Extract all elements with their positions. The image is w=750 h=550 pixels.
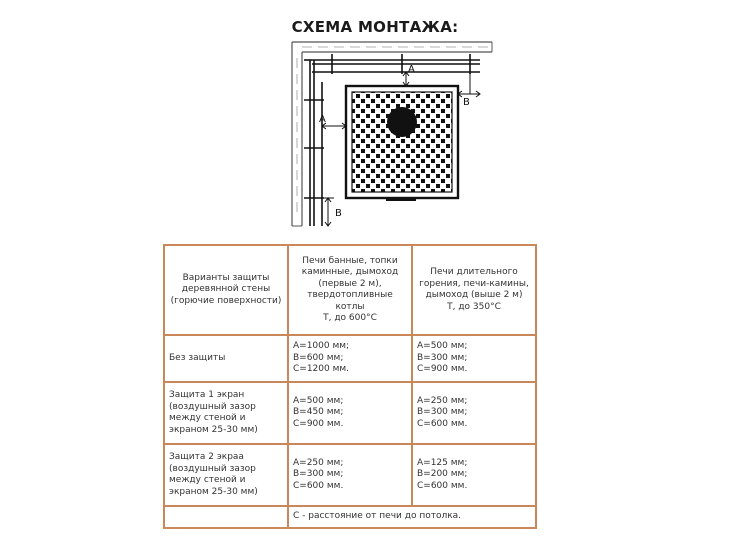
clearance-table: [163, 244, 537, 529]
header-long-burning: Печи длительного горения, печи-камины, дымоход (выше 2 м) T, до 350°C: [412, 245, 536, 335]
row-values-col1: A=1000 мм; B=600 мм; C=1200 мм.: [288, 335, 412, 382]
dimension-b-right: [458, 72, 480, 97]
label-a-side: A: [319, 114, 326, 125]
label-b-bottom: B: [335, 208, 342, 219]
note-empty-cell: [164, 506, 288, 528]
label-a-top: A: [408, 64, 415, 75]
row-label: Без защиты: [164, 335, 288, 382]
wall-shield: [304, 60, 324, 226]
label-b-right: B: [463, 97, 470, 108]
ceiling-distance-note: С - расстояние от печи до потолка.: [288, 506, 536, 528]
installation-diagram: [270, 38, 500, 237]
diagram-drawing: [270, 38, 500, 233]
ceiling-wall: [292, 42, 492, 52]
table-row: [164, 382, 536, 444]
table-header-row: [164, 245, 536, 335]
table-row: [164, 335, 536, 382]
row-values-col1: A=250 мм; B=300 мм; C=600 мм.: [288, 444, 412, 506]
row-label: Защита 2 экраа (воздушный зазор между стеной и экраном 25-30 мм): [164, 444, 288, 506]
dimension-b-bottom: [322, 198, 334, 226]
row-label: Защита 1 экран (воздушный зазор между стеной и экраном 25-30 мм): [164, 382, 288, 444]
chimney-hole: [387, 107, 417, 137]
table-note-row: [164, 506, 536, 528]
ceiling-shield: [304, 54, 480, 74]
table-row: [164, 444, 536, 506]
left-wall: [292, 42, 302, 226]
row-values-col2: A=125 мм; B=200 мм; C=600 мм.: [412, 444, 536, 506]
page-title: СХЕМА МОНТАЖА:: [291, 18, 459, 36]
row-values-col2: A=500 мм; B=300 мм; C=900 мм.: [412, 335, 536, 382]
header-bath-stoves: Печи банные, топки каминные, дымоход (первые 2 м), твердотопливные котлы T, до 600°C: [288, 245, 412, 335]
header-protection: Варианты защиты деревянной стены (горючие поверхности): [164, 245, 288, 335]
row-values-col1: A=500 мм; B=450 мм; C=900 мм.: [288, 382, 412, 444]
stove: [346, 86, 458, 201]
row-values-col2: A=250 мм; B=300 мм; C=600 мм.: [412, 382, 536, 444]
